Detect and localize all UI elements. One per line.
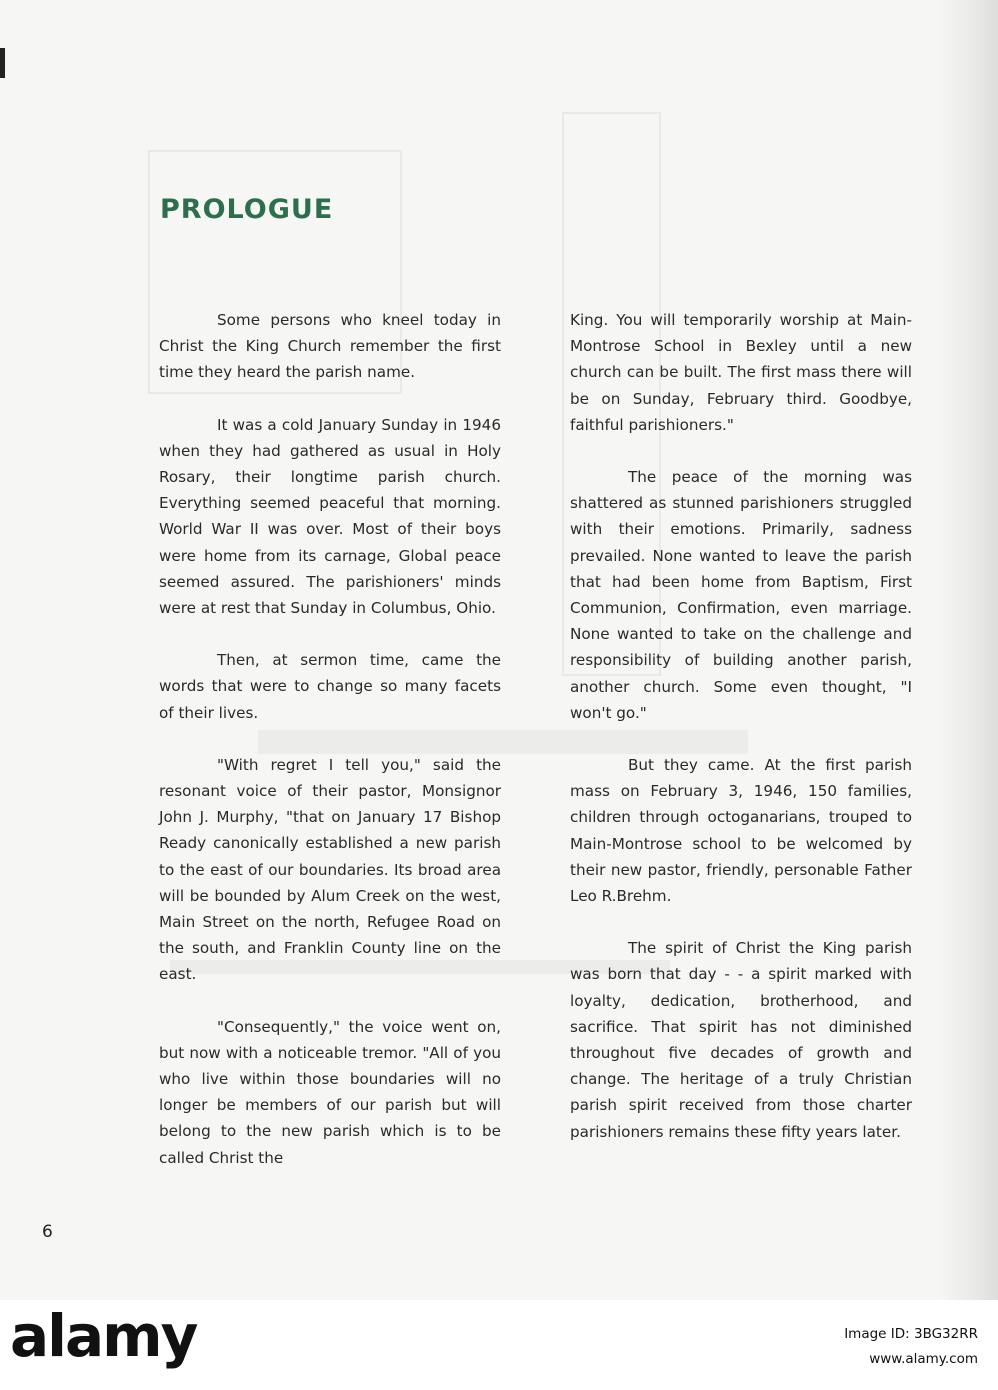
left-column: [159, 307, 501, 1197]
brand-logo: alamy: [10, 1302, 197, 1370]
paragraph: "Consequently," the voice went on, but now with a noticeable tremor. "All of you who live within those boundaries will no longer be members of our parish but will belong to the new parish which is to be called Christ the: [159, 1017, 501, 1167]
page-gutter-shadow: [938, 0, 998, 1300]
right-column: [570, 307, 912, 1171]
paragraph: It was a cold January Sunday in 1946 when they had gathered as usual in Holy Rosary, their longtime parish church. Everything seemed peaceful that morning. World War II was over. Most of their boys were home from its carnage, Global peace seemed assured. The parishioners' minds were at rest that Sunday in Columbus, Ohio.: [159, 415, 501, 618]
site-url: www.alamy.com: [869, 1351, 978, 1367]
binding-edge-mark: [0, 48, 5, 78]
paragraph: Some persons who kneel today in Christ the King Church remember the first time they heard the parish name.: [159, 311, 501, 382]
image-id-label: Image ID: 3BG32RR: [844, 1326, 978, 1342]
paragraph: The peace of the morning was shattered as stunned parishioners struggled with their emotions. Primarily, sadness prevailed. None wanted to leave the parish that had been home from Baptism, First Communion, Confirmation, even marriage. None wanted to take on the challenge and responsibility of building another parish, another church. Some even thought, "I won't go.": [570, 468, 912, 722]
page-number: 6: [42, 1222, 53, 1242]
paragraph: "With regret I tell you," said the resonant voice of their pastor, Monsignor John J. Murphy, "that on January 17 Bishop Ready canonically established a new parish to the east of our boundaries. Its broad area will be bounded by Alum Creek on the west, Main Street on the north, Refugee Road on the south, and Franklin County line on the east.: [159, 755, 501, 984]
paragraph-continuation: King. You will temporarily worship at Main-Montrose School in Bexley until a new church can be built. The first mass there will be on Sunday, February third. Goodbye, faithful parishioners.": [570, 311, 912, 434]
paragraph: Then, at sermon time, came the words that were to change so many facets of their lives.: [159, 651, 501, 722]
page-title: PROLOGUE: [160, 194, 334, 225]
paragraph: But they came. At the first parish mass on February 3, 1946, 150 families, children through octoganarians, trouped to Main-Montrose school to be welcomed by their new pastor, friendly, personable Father Leo R.Brehm.: [570, 756, 912, 906]
paragraph: The spirit of Christ the King parish was born that day - - a spirit marked with loyalty, dedication, brotherhood, and sacrifice. That spirit has not diminished throughout five decades of growth and change. The heritage of a truly Christian parish spirit received from those charter parishioners remains these fifty years later.: [570, 939, 912, 1141]
